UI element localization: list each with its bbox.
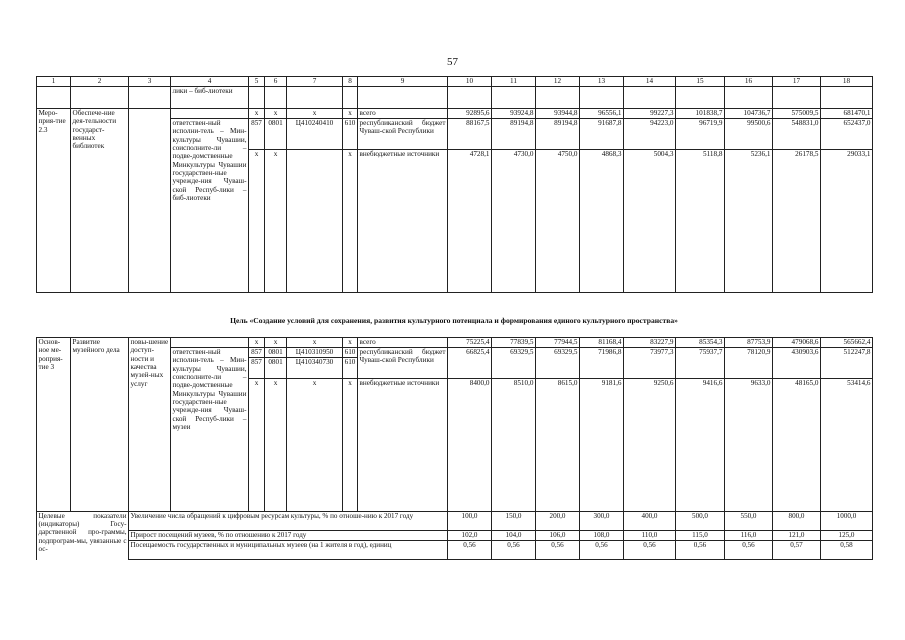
- indicator-value: 0,56: [580, 541, 624, 560]
- cell-value: 4750,0: [536, 150, 580, 293]
- cell-target-article: Ц410310950: [287, 348, 343, 358]
- cell-value: 430903,6: [773, 348, 821, 379]
- responsible-executor: ответствен-ный исполни-тель – Мин-культуры Чувашии, соисполните-ли – подве-домственные Минкультуры Чувашии государствен-ные учрежде-ния Чуваш-ской Респуб-лики – биб-лиотеки: [171, 119, 249, 293]
- cell-grbs: 857: [249, 119, 265, 150]
- cell-value: 69329,5: [492, 348, 536, 379]
- indicator-value: 104,0: [492, 531, 536, 541]
- cell-value: 8615,0: [536, 379, 580, 512]
- header-cell: 15: [676, 77, 725, 87]
- cell-target-article: Ц410340730: [287, 358, 343, 379]
- cell-value: 681470,1: [821, 109, 873, 119]
- indicator-row: [37, 531, 873, 541]
- header-cell: 18: [821, 77, 873, 87]
- indicator-name: Посещаемость государственных и муниципальных музеев (на 1 жителя в год), единиц: [129, 541, 448, 560]
- indicator-value: 0,56: [492, 541, 536, 560]
- cell-value: 29033,1: [821, 150, 873, 293]
- cell-grbs: 857: [249, 348, 265, 358]
- indicator-value: 200,0: [536, 512, 580, 531]
- indicator-value: 0,56: [624, 541, 676, 560]
- cell-value: 96556,1: [580, 109, 624, 119]
- header-cell: 6: [265, 77, 287, 87]
- measure-label: Меро-прия-тие 2.3: [37, 109, 71, 293]
- goal-heading: Цель «Создание условий для сохранения, развития культурного потенциала и формирования единого культурного пространства»: [230, 316, 678, 325]
- cell-target-article: x: [287, 379, 343, 512]
- header-cell: 17: [773, 77, 821, 87]
- cell-source: республиканский бюджет Чуваш-ской Республики: [358, 348, 448, 379]
- header-cell: 7: [287, 77, 343, 87]
- cell-section: x: [265, 379, 287, 512]
- cell-source: внебюджетные источники: [358, 379, 448, 512]
- indicator-value: 116,0: [725, 531, 773, 541]
- cell-source: всего: [358, 338, 448, 348]
- cell-section: x: [265, 150, 287, 293]
- cell-value: 85354,3: [676, 338, 725, 348]
- header-cell: 1: [37, 77, 71, 87]
- cell-value: 87753,9: [725, 338, 773, 348]
- cell-value: 8510,0: [492, 379, 536, 512]
- cell-expense-type: x: [343, 109, 358, 119]
- cell-section: 0801: [265, 358, 287, 379]
- cell-value: 9181,6: [580, 379, 624, 512]
- main-event-goal: повы-шение доступ-ности и качества музей-ных услуг: [129, 338, 171, 512]
- indicator-value: 400,0: [624, 512, 676, 531]
- cell-section: x: [265, 109, 287, 119]
- cell-value: 4730,0: [492, 150, 536, 293]
- cell-value: 9250,6: [624, 379, 676, 512]
- header-cell: 14: [624, 77, 676, 87]
- cell-grbs: 857: [249, 358, 265, 379]
- cell-value: 66825,4: [448, 348, 492, 379]
- header-cell: 8: [343, 77, 358, 87]
- cell-grbs: x: [249, 109, 265, 119]
- cell-expense-type: 610: [343, 348, 358, 358]
- header-cell: 10: [448, 77, 492, 87]
- indicator-name: Увеличение числа обращений к цифровым ресурсам культуры, % по отноше-нию к 2017 году: [129, 512, 448, 531]
- cell-value: 75225,4: [448, 338, 492, 348]
- indicator-value: 108,0: [580, 531, 624, 541]
- main-event-title: Развитие музейного дела: [71, 338, 129, 512]
- header-cell: 16: [725, 77, 773, 87]
- header-cell: 5: [249, 77, 265, 87]
- header-cell: 13: [580, 77, 624, 87]
- indicator-value: 0,56: [725, 541, 773, 560]
- responsible-executor: ответствен-ный исполни-тель – Мин-культуры Чувашии, соисполните-ли – подве-домственные Минкультуры Чувашии государствен-ные учрежде-ния Чуваш-ской Респуб-лики – музеи: [171, 348, 249, 512]
- cell-value: 101838,7: [676, 109, 725, 119]
- table-row: [37, 338, 873, 348]
- indicator-value: 0,57: [773, 541, 821, 560]
- indicator-value: 0,56: [676, 541, 725, 560]
- indicator-value: 102,0: [448, 531, 492, 541]
- continuation-row: [37, 87, 873, 109]
- cell-value: 81168,4: [580, 338, 624, 348]
- header-cell: 2: [71, 77, 129, 87]
- cell-expense-type: x: [343, 379, 358, 512]
- cell-value: 9633,0: [725, 379, 773, 512]
- cell-value: 575009,5: [773, 109, 821, 119]
- cell-target-article: [287, 150, 343, 293]
- table-row: [37, 109, 873, 119]
- cell-section: 0801: [265, 119, 287, 150]
- cell-value: 479068,6: [773, 338, 821, 348]
- indicator-value: 125,0: [821, 531, 873, 541]
- indicators-label: Целевые показатели (индикаторы) Госу-дарственной про-граммы, подпрограм-мы, увязанные с ос-: [37, 512, 129, 560]
- cell-expense-type: 610: [343, 358, 358, 379]
- header-row: [37, 77, 873, 87]
- cell-value: 4868,3: [580, 150, 624, 293]
- cell-value: 88167,5: [448, 119, 492, 150]
- indicator-value: 1000,0: [821, 512, 873, 531]
- indicator-row: [37, 512, 873, 531]
- cell-value: 89194,8: [492, 119, 536, 150]
- cell-source: республиканский бюджет Чуваш-ской Республики: [358, 119, 448, 150]
- cell-value: 548831,0: [773, 119, 821, 150]
- cell-value: 26178,5: [773, 150, 821, 293]
- indicator-value: 106,0: [536, 531, 580, 541]
- cell-value: 69329,5: [536, 348, 580, 379]
- cell-value: 5118,8: [676, 150, 725, 293]
- cell-value: 512247,8: [821, 348, 873, 379]
- cell-source: всего: [358, 109, 448, 119]
- cell-value: 565662,4: [821, 338, 873, 348]
- cell-value: 104736,7: [725, 109, 773, 119]
- cell-value: 94223,0: [624, 119, 676, 150]
- cell-value: 77839,5: [492, 338, 536, 348]
- cell-value: 73977,3: [624, 348, 676, 379]
- header-cell: 9: [358, 77, 448, 87]
- indicator-value: 100,0: [448, 512, 492, 531]
- cell-grbs: x: [249, 379, 265, 512]
- indicator-value: 121,0: [773, 531, 821, 541]
- cell-expense-type: x: [343, 338, 358, 348]
- cell-expense-type: x: [343, 150, 358, 293]
- indicator-value: 150,0: [492, 512, 536, 531]
- cell-target-article: x: [287, 338, 343, 348]
- measure-title: Обеспече-ние дея-тельности государст-венных библиотек: [71, 109, 129, 293]
- cell-section: x: [265, 338, 287, 348]
- cell-grbs: x: [249, 338, 265, 348]
- cell-value: 9416,6: [676, 379, 725, 512]
- cell-value: 91687,8: [580, 119, 624, 150]
- cell-value: 83227,9: [624, 338, 676, 348]
- indicator-value: 550,0: [725, 512, 773, 531]
- indicator-value: 500,0: [676, 512, 725, 531]
- cell-value: 93924,8: [492, 109, 536, 119]
- cell-value: 93944,8: [536, 109, 580, 119]
- cell-value: 48165,0: [773, 379, 821, 512]
- header-cell: 12: [536, 77, 580, 87]
- program-table-part-1: [36, 76, 873, 293]
- cell-value: 89194,8: [536, 119, 580, 150]
- cell-value: 78120,9: [725, 348, 773, 379]
- main-event-label: Основ-ное ме-роприя-тие 3: [37, 338, 71, 512]
- continuation-text: лики – биб-лиотеки: [171, 87, 249, 109]
- indicator-value: 0,58: [821, 541, 873, 560]
- cell-source: внебюджетные источники: [358, 150, 448, 293]
- cell-value: 71986,8: [580, 348, 624, 379]
- header-cell: 11: [492, 77, 536, 87]
- header-cell: 3: [129, 77, 171, 87]
- indicator-value: 0,56: [448, 541, 492, 560]
- indicator-row: [37, 541, 873, 560]
- cell-value: 75937,7: [676, 348, 725, 379]
- indicator-value: 800,0: [773, 512, 821, 531]
- cell-value: 77944,5: [536, 338, 580, 348]
- cell-section: 0801: [265, 348, 287, 358]
- cell-value: 92895,6: [448, 109, 492, 119]
- program-table-part-2: [36, 337, 873, 560]
- cell-value: 5236,1: [725, 150, 773, 293]
- cell-value: 5004,3: [624, 150, 676, 293]
- indicator-value: 300,0: [580, 512, 624, 531]
- cell-value: 53414,6: [821, 379, 873, 512]
- cell-value: 4728,1: [448, 150, 492, 293]
- header-cell: 4: [171, 77, 249, 87]
- cell-target-article: Ц410240410: [287, 119, 343, 150]
- cell-value: 99227,3: [624, 109, 676, 119]
- cell-target-article: x: [287, 109, 343, 119]
- cell-value: 8400,0: [448, 379, 492, 512]
- cell-value: 96719,9: [676, 119, 725, 150]
- page-number: 57: [447, 56, 458, 68]
- cell-value: 652437,0: [821, 119, 873, 150]
- indicator-value: 115,0: [676, 531, 725, 541]
- indicator-value: 110,0: [624, 531, 676, 541]
- cell-expense-type: 610: [343, 119, 358, 150]
- indicator-value: 0,56: [536, 541, 580, 560]
- indicator-name: Прирост посещений музеев, % по отношению к 2017 году: [129, 531, 448, 541]
- cell-value: 99500,6: [725, 119, 773, 150]
- cell-grbs: x: [249, 150, 265, 293]
